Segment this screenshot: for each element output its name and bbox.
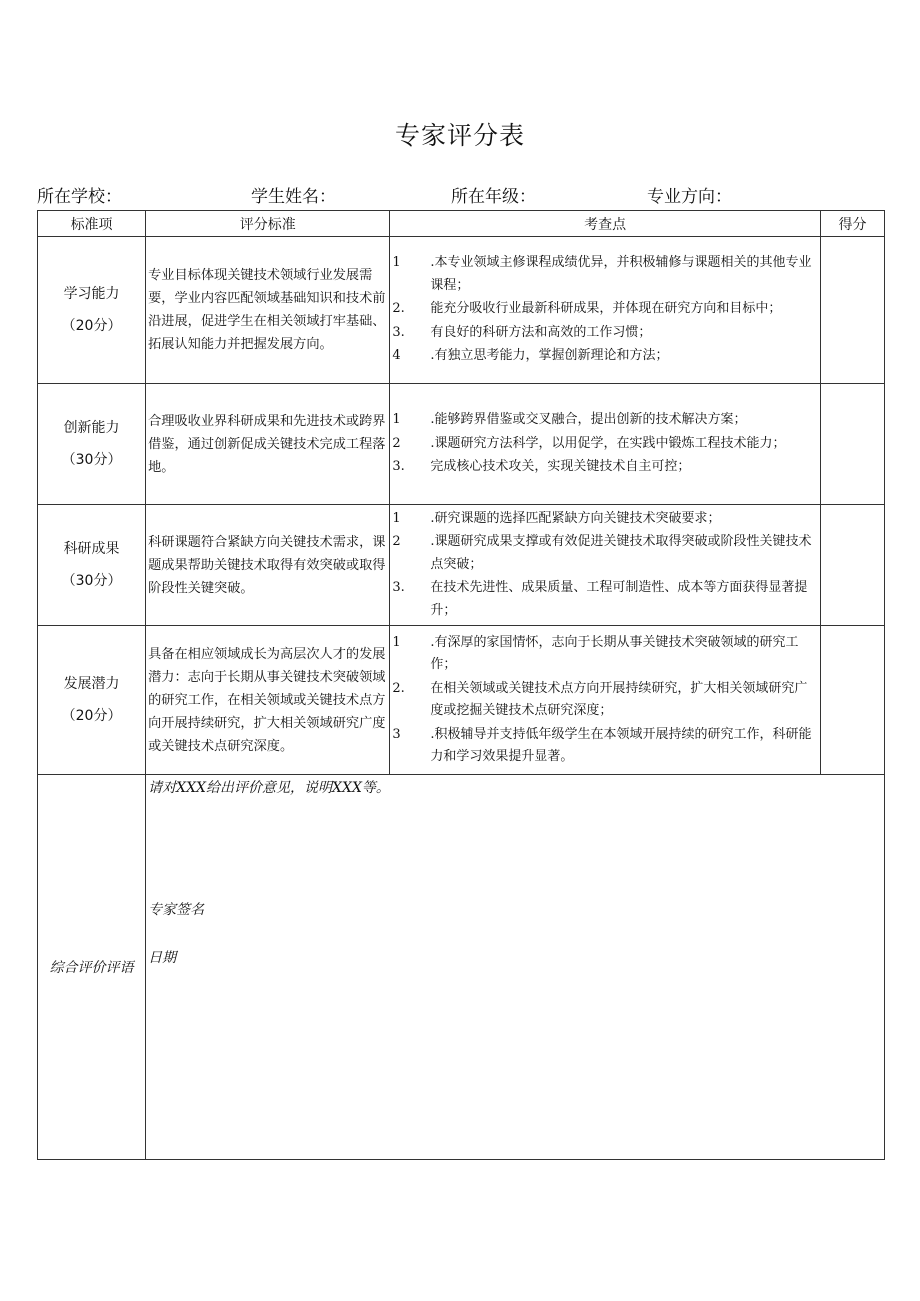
criterion-standard: 具备在相应领域成长为高层次人才的发展潜力：志向于长期从事关键技术突破领域的研究工作，在相关领域或关键技术点方向开展持续研究，扩大相关领域研究广度或关键技术点研究深度。 xyxy=(146,626,390,775)
check-item xyxy=(390,433,820,456)
check-text: .研究课题的选择匹配紧缺方向关键技术突破要求； xyxy=(430,510,721,526)
check-number: 1 xyxy=(392,412,401,428)
criterion-item xyxy=(38,505,146,626)
comment-prompt: 请对XXX给出评价意见，说明XXX等。 xyxy=(148,780,390,796)
check-item xyxy=(390,409,820,432)
check-item xyxy=(390,531,820,576)
check-number: 2. xyxy=(392,301,405,317)
check-item xyxy=(390,577,820,622)
table-row xyxy=(38,237,885,384)
check-number: 1 xyxy=(392,255,401,271)
check-text: .积极辅导并支持低年级学生在本领域开展持续的研究工作，科研能力和学习效果提升显著。 xyxy=(430,726,812,764)
check-item xyxy=(390,632,820,677)
check-text: .课题研究方法科学，以用促学，在实践中锻炼工程技术能力； xyxy=(430,435,786,451)
date-label: 日期 xyxy=(148,950,177,966)
criterion-item xyxy=(38,626,146,775)
table-row xyxy=(38,384,885,505)
check-points xyxy=(390,505,821,626)
header-item: 标准项 xyxy=(38,211,146,237)
check-item xyxy=(390,508,820,531)
check-number: 3. xyxy=(392,324,405,340)
check-text: 在相关领域或关键技术点方向开展持续研究，扩大相关领域研究广度或挖掘关键技术点研究深度； xyxy=(430,680,808,718)
check-item xyxy=(390,322,820,345)
criterion-standard: 科研课题符合紧缺方向关键技术需求，课题成果帮助关键技术取得有效突破或取得阶段性关键突破。 xyxy=(146,505,390,626)
table-row xyxy=(38,505,885,626)
check-text: .有深厚的家国情怀，志向于长期从事关键技术突破领域的研究工作； xyxy=(430,634,799,672)
criterion-name: 创新能力 xyxy=(63,420,120,436)
criterion-points: （30分） xyxy=(61,452,122,468)
check-number: 3. xyxy=(392,459,405,475)
check-number: 3 xyxy=(392,726,401,742)
student-name-label: 学生姓名： xyxy=(251,187,336,207)
expert-signature-label: 专家签名 xyxy=(148,902,205,918)
criterion-name: 发展潜力 xyxy=(63,676,120,692)
header-score: 得分 xyxy=(820,211,884,237)
check-item xyxy=(390,456,820,479)
check-number: 3. xyxy=(392,580,405,596)
comment-area[interactable] xyxy=(146,775,885,1160)
student-info-row xyxy=(37,182,885,206)
check-number: 1 xyxy=(392,510,401,526)
criterion-name: 学习能力 xyxy=(63,286,120,302)
check-text: 在技术先进性、成果质量、工程可制造性、成本等方面获得显著提升； xyxy=(430,580,808,618)
page-title: 专家评分表 xyxy=(394,121,525,150)
check-text: .能够跨界借鉴或交叉融合，提出创新的技术解决方案； xyxy=(430,412,747,428)
check-text: 完成核心技术攻关，实现关键技术自主可控； xyxy=(430,459,691,475)
check-number: 2. xyxy=(392,680,405,696)
major-label: 专业方向： xyxy=(647,187,732,207)
comment-row xyxy=(38,775,885,1160)
table-row xyxy=(38,626,885,775)
header-standard: 评分标准 xyxy=(146,211,390,237)
check-text: .本专业领域主修课程成绩优异，并积极辅修与课题相关的其他专业课程； xyxy=(430,255,812,293)
school-label: 所在学校： xyxy=(37,187,122,207)
check-text: .课题研究成果支撑或有效促进关键技术取得突破或阶段性关键技术点突破； xyxy=(430,534,812,572)
check-item xyxy=(390,724,820,769)
score-input-cell[interactable] xyxy=(820,384,884,505)
check-number: 2 xyxy=(392,435,401,451)
criterion-item xyxy=(38,384,146,505)
score-input-cell[interactable] xyxy=(820,237,884,384)
header-check: 考查点 xyxy=(390,211,821,237)
check-item xyxy=(390,678,820,723)
check-item xyxy=(390,252,820,297)
score-input-cell[interactable] xyxy=(820,626,884,775)
check-text: .有独立思考能力，掌握创新理论和方法； xyxy=(430,348,669,364)
grade-label: 所在年级： xyxy=(451,187,536,207)
check-text: 有良好的科研方法和高效的工作习惯； xyxy=(430,324,652,340)
check-points xyxy=(390,384,821,505)
score-table xyxy=(37,210,885,1160)
criterion-item xyxy=(38,237,146,384)
criterion-points: （30分） xyxy=(61,573,122,589)
table-header-row xyxy=(38,211,885,237)
check-number: 4 xyxy=(392,348,401,364)
check-points xyxy=(390,237,821,384)
criterion-standard: 专业目标体现关键技术领域行业发展需要，学业内容匹配领域基础知识和技术前沿进展，促进学生在相关领域打牢基础、拓展认知能力并把握发展方向。 xyxy=(146,237,390,384)
check-item xyxy=(390,298,820,321)
score-input-cell[interactable] xyxy=(820,505,884,626)
check-number: 1 xyxy=(392,634,401,650)
criterion-standard: 合理吸收业界科研成果和先进技术或跨界借鉴，通过创新促成关键技术完成工程落地。 xyxy=(146,384,390,505)
check-points xyxy=(390,626,821,775)
check-number: 2 xyxy=(392,534,401,550)
comment-label: 综合评价评语 xyxy=(38,775,146,1160)
criterion-points: （20分） xyxy=(61,708,122,724)
criterion-name: 科研成果 xyxy=(63,541,120,557)
check-text: 能充分吸收行业最新科研成果，并体现在研究方向和目标中； xyxy=(430,301,782,317)
criterion-points: （20分） xyxy=(61,318,122,334)
check-item xyxy=(390,345,820,368)
